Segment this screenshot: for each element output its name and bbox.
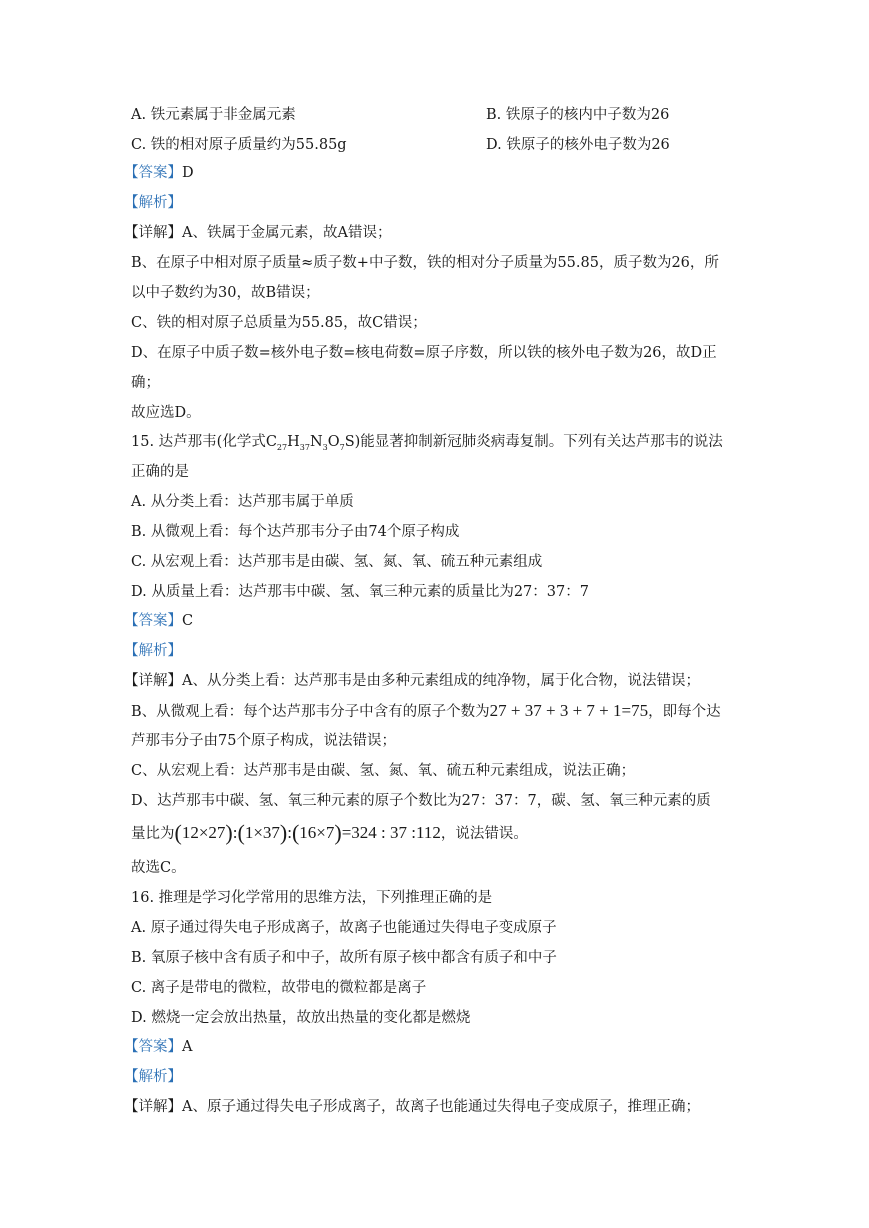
math-expression: 27 + 37 + 3 + 7 + 1=75	[489, 701, 649, 720]
detail-text: 量比为	[131, 826, 175, 842]
formula-subscript: 27	[276, 442, 288, 452]
answer-tag: 【答案】	[124, 613, 182, 629]
answer-tag: 【答案】	[124, 165, 182, 181]
formula-subscript: 37	[299, 442, 310, 452]
q14-detail-line: 确；	[131, 375, 160, 391]
q15-detail-line: D、达芦那韦中碳、氢、氧三种元素的原子个数比为27：37：7，碳、氢、氧三种元素的质	[131, 793, 711, 809]
q15-detail-line	[131, 820, 528, 845]
answer-tag: 【答案】	[124, 1039, 182, 1055]
formula-element: N	[309, 434, 323, 450]
stem-text: 15. 达芦那韦(化学式C	[131, 434, 277, 450]
q16-option-d: D. 燃烧一定会放出热量，故放出热量的变化都是燃烧	[131, 1010, 471, 1026]
q15-answer	[124, 611, 193, 631]
q14-option-c: C. 铁的相对原子质量约为55.85g	[131, 137, 347, 153]
detail-text: B、从微观上看：每个达芦那韦分子中含有的原子个数为	[131, 704, 490, 720]
q14-detail-line	[124, 223, 391, 243]
formula-subscript: 7	[339, 442, 345, 452]
q14-detail-line: D、在原子中质子数=核外电子数=核电荷数=原子序数，所以铁的核外电子数为26，故D正	[131, 345, 717, 361]
detail-text: ，说法错误。	[440, 826, 528, 842]
q15-analysis-tag: 【解析】	[124, 643, 182, 659]
q16-option-b: B. 氧原子核中含有质子和中子，故所有原子核中都含有质子和中子	[131, 950, 557, 966]
q15-detail-line: C、从宏观上看：达芦那韦是由碳、氢、氮、氧、硫五种元素组成，说法正确；	[131, 763, 636, 779]
q14-detail-line: C、铁的相对原子总质量为55.85，故C错误；	[131, 315, 427, 331]
formula-element: H	[287, 434, 300, 450]
q16-stem: 16. 推理是学习化学常用的思维方法，下列推理正确的是	[131, 890, 493, 906]
detail-tag: 【详解】	[124, 1099, 182, 1115]
q14-detail-line: 以中子数约为30，故B错误；	[131, 285, 320, 301]
detail-tag: 【详解】	[124, 225, 182, 241]
q15-option-c: C. 从宏观上看：达芦那韦是由碳、氢、氮、氧、硫五种元素组成	[131, 554, 543, 570]
q14-option-a: A. 铁元素属于非金属元素	[131, 107, 296, 123]
formula-element: O	[327, 434, 340, 450]
answer-value: D	[182, 165, 194, 181]
stem-text: S)能显著抑制新冠肺炎病毒复制。下列有关达芦那韦的说法	[344, 434, 723, 450]
answer-value: A	[182, 1039, 193, 1055]
q16-option-c: C. 离子是带电的微粒，故带电的微粒都是离子	[131, 980, 427, 996]
q14-answer	[124, 163, 194, 183]
q15-stem	[131, 432, 723, 452]
q14-conclusion: 故应选D。	[131, 405, 201, 421]
q16-answer	[124, 1037, 192, 1057]
math-term: 1×37	[244, 823, 280, 842]
formula-subscript: 3	[322, 442, 328, 452]
q16-analysis-tag: 【解析】	[124, 1069, 182, 1085]
detail-text: A、原子通过得失电子形成离子，故离子也能通过失得电子变成原子，推理正确；	[182, 1099, 700, 1115]
q15-option-a: A. 从分类上看：达芦那韦属于单质	[131, 494, 354, 510]
q14-option-d: D. 铁原子的核外电子数为26	[486, 137, 670, 153]
mass-ratio-expression: (12×27):(1×37):(16×7)=324 : 37 :112	[174, 820, 441, 845]
q16-option-a: A. 原子通过得失电子形成离子，故离子也能通过失得电子变成原子	[131, 920, 557, 936]
q14-option-b: B. 铁原子的核内中子数为26	[486, 107, 670, 123]
detail-text: ，即每个达	[648, 704, 721, 720]
q15-option-b: B. 从微观上看：每个达芦那韦分子由74个原子构成	[131, 524, 460, 540]
math-term: 16×7	[299, 823, 335, 842]
detail-text: A、从分类上看：达芦那韦是由多种元素组成的纯净物，属于化合物，说法错误；	[182, 673, 700, 689]
detail-text: A、铁属于金属元素，故A错误；	[182, 225, 392, 241]
q15-conclusion: 故选C。	[131, 860, 186, 876]
q14-analysis-tag: 【解析】	[124, 195, 182, 211]
q14-detail-line: B、在原子中相对原子质量≈质子数+中子数，铁的相对分子质量为55.85，质子数为26，所	[131, 255, 719, 271]
math-term: 12×27	[181, 823, 226, 842]
q16-detail-line	[124, 1097, 700, 1117]
math-term: =324 : 37 :112	[341, 823, 441, 842]
q15-option-d: D. 从质量上看：达芦那韦中碳、氢、氧三种元素的质量比为27：37：7	[131, 584, 589, 600]
q15-detail-line	[124, 671, 700, 691]
q15-detail-line: 芦那韦分子由75个原子构成，说法错误；	[131, 733, 396, 749]
detail-tag: 【详解】	[124, 673, 182, 689]
q15-stem-cont: 正确的是	[131, 464, 189, 480]
q15-detail-line	[131, 701, 721, 722]
answer-value: C	[182, 613, 194, 629]
